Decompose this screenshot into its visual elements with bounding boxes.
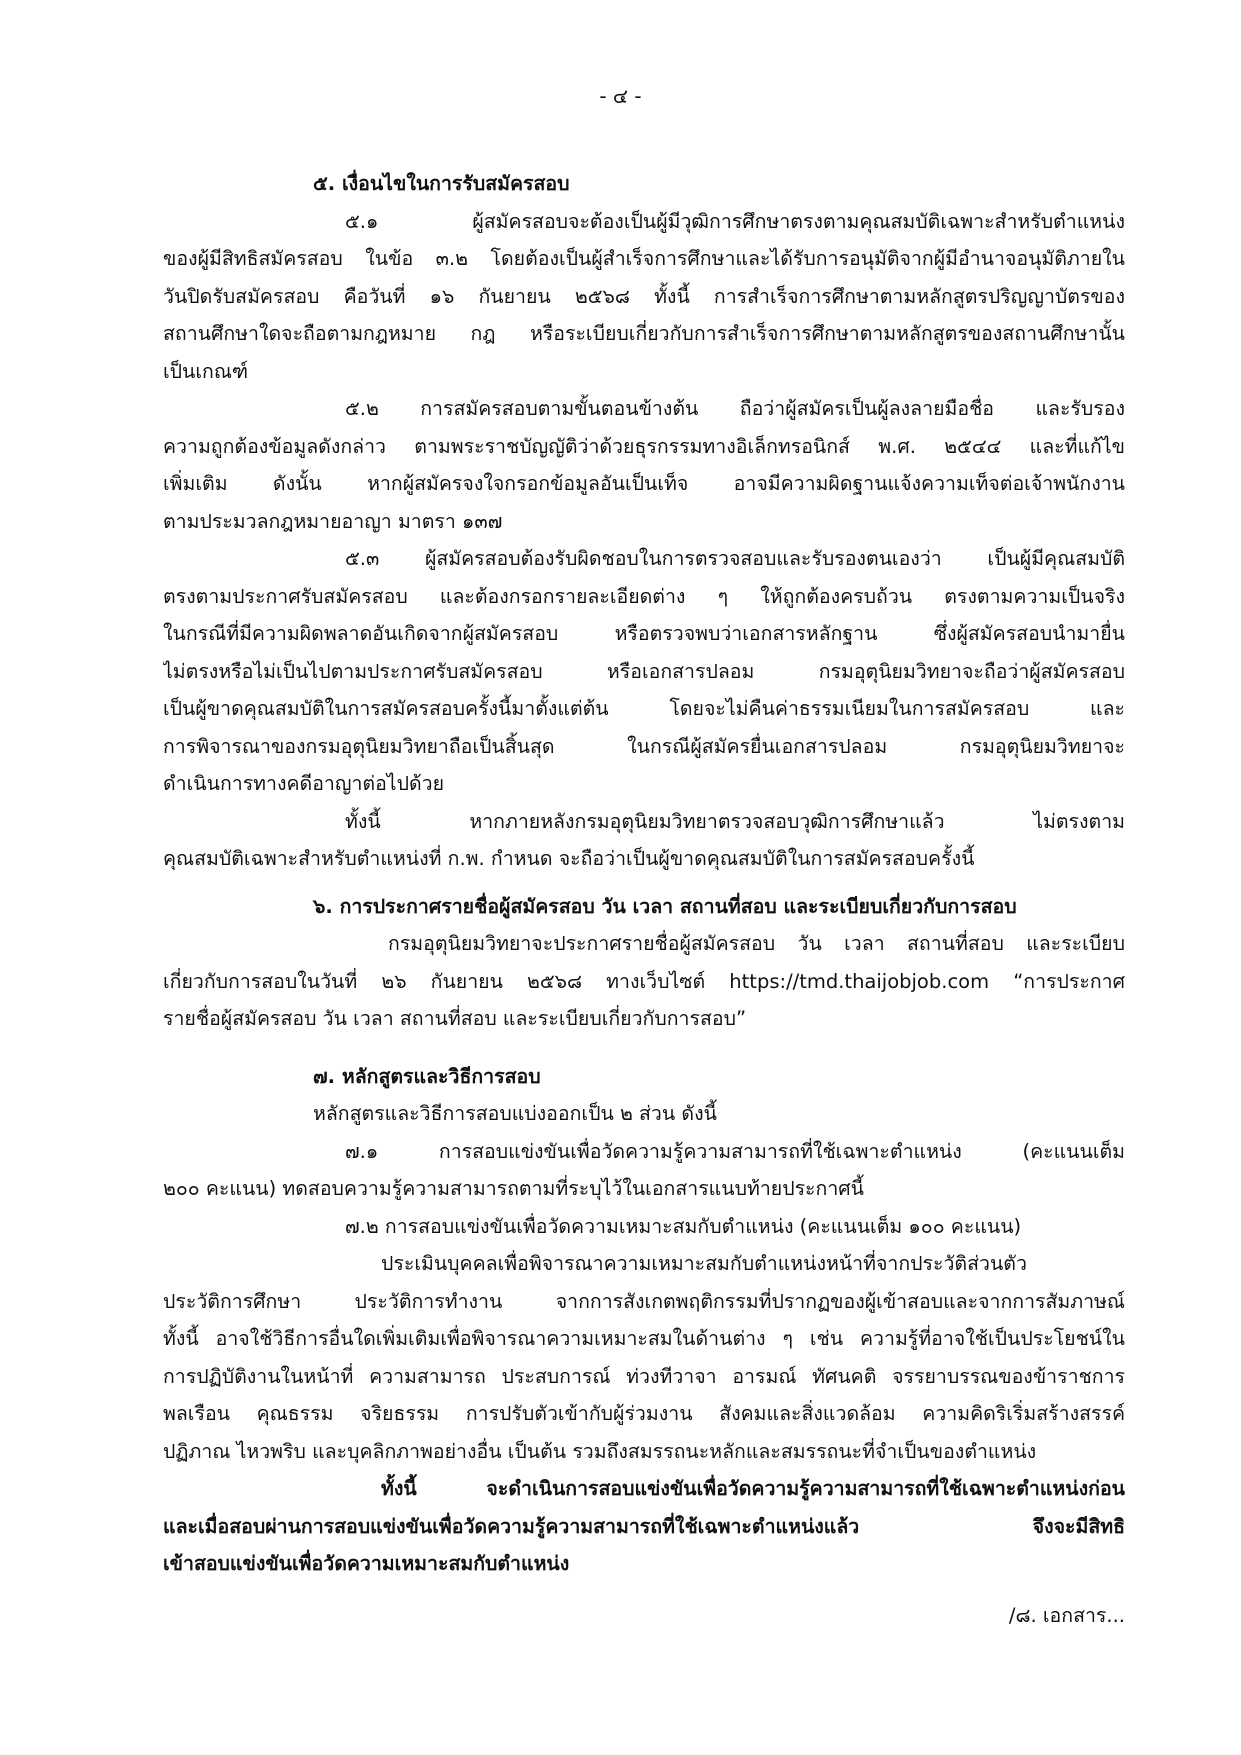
text-line: ดำเนินการทางคดีอาญาต่อไปด้วย: [163, 772, 445, 795]
section-5-heading: ๕. เงื่อนไขในการรับสมัครสอบ: [313, 172, 570, 195]
text-line: ปฏิภาณ ไหวพริบ และบุคลิกภาพอย่างอื่น เป็นต้น รวมถึงสมรรถนะหลักและสมรรถนะที่จำเป็นของตำแหน่ง: [163, 1439, 1037, 1463]
text-line: เข้าสอบแข่งขันเพื่อวัดความเหมาะสมกับตำแหน่ง: [163, 1552, 570, 1575]
text-line: ตามประมวลกฎหมายอาญา มาตรา ๑๓๗: [163, 509, 503, 533]
paragraph-7-1: [163, 1133, 1125, 1208]
text-line: กรมอุตุนิยมวิทยาจะประกาศรายชื่อผู้สมัครสอบ วัน เวลา สถานที่สอบ และระเบียบ: [388, 932, 1125, 955]
paragraph-6: [163, 925, 1125, 1038]
section-7: [163, 1058, 1125, 1583]
continuation-marker: /๘. เอกสาร...: [1008, 1604, 1125, 1627]
paragraph-7-2-detail: [163, 1245, 1125, 1470]
text-line: ตรงตามประกาศรับสมัครสอบ และต้องกรอกรายละเอียดต่าง ๆ ให้ถูกต้องครบถ้วน ตรงตามความเป็นจริง: [163, 584, 1125, 608]
text-line: ของผู้มีสิทธิสมัครสอบ ในข้อ ๓.๒ โดยต้องเป็นผู้สำเร็จการศึกษาและได้รับการอนุมัติจากผู้มีอำนาจอนุมัติภายใน: [163, 247, 1125, 270]
document-body: [163, 165, 1125, 1583]
text-line: พลเรือน คุณธรรม จริยธรรม การปรับตัวเข้ากับผู้ร่วมงาน สังคมและสิ่งแวดล้อม ความคิดริเริ่มสร้างสรรค์: [163, 1402, 1125, 1425]
text-line: เกี่ยวกับการสอบในวันที่ ๒๖ กันยายน ๒๕๖๘ ทางเว็บไซต์ https://tmd.thaijobjob.com “การประกาศ: [163, 969, 1125, 993]
text-line: และเมื่อสอบผ่านการสอบแข่งขันเพื่อวัดความรู้ความสามารถที่ใช้เฉพาะตำแหน่งแล้ว จึงจะมีสิทธิ: [163, 1514, 1125, 1538]
text-line: ๕.๑ ผู้สมัครสอบจะต้องเป็นผู้มีวุฒิการศึกษาตรงตามคุณสมบัติเฉพาะสำหรับตำแหน่ง: [345, 209, 1125, 233]
text-line: ประเมินบุคคลเพื่อพิจารณาความเหมาะสมกับตำแหน่งหน้าที่จากประวัติส่วนตัว: [381, 1252, 1027, 1275]
paragraph-5-2: [163, 390, 1125, 540]
text-line: ๒๐๐ คะแนน) ทดสอบความรู้ความสามารถตามที่ระบุไว้ในเอกสารแนบท้ายประกาศนี้: [163, 1177, 864, 1200]
section-7-heading: ๗. หลักสูตรและวิธีการสอบ: [313, 1064, 541, 1088]
text-line: รายชื่อผู้สมัครสอบ วัน เวลา สถานที่สอบ และระเบียบเกี่ยวกับการสอบ”: [163, 1007, 747, 1030]
text-line: ๕.๓ ผู้สมัครสอบต้องรับผิดชอบในการตรวจสอบและรับรองตนเองว่า เป็นผู้มีคุณสมบัติ: [345, 547, 1125, 570]
section-6-heading: ๖. การประกาศรายชื่อผู้สมัครสอบ วัน เวลา สถานที่สอบ และระเบียบเกี่ยวกับการสอบ: [313, 894, 1017, 918]
text-line: ในกรณีที่มีความผิดพลาดอันเกิดจากผู้สมัครสอบ หรือตรวจพบว่าเอกสารหลักฐาน ซึ่งผู้สมัครสอบนำมายื่น: [163, 622, 1125, 645]
page-number: - ๔ -: [599, 84, 642, 108]
section-5: [163, 165, 1125, 878]
paragraph-5-3: [163, 540, 1125, 803]
text-line: การพิจารณาของกรมอุตุนิยมวิทยาถือเป็นสิ้นสุด ในกรณีผู้สมัครยื่นเอกสารปลอม กรมอุตุนิยมวิทยาจะ: [163, 734, 1125, 758]
text-line: เป็นเกณฑ์: [163, 359, 249, 383]
text-line: ๕.๒ การสมัครสอบตามขั้นตอนข้างต้น ถือว่าผู้สมัครเป็นผู้ลงลายมือชื่อ และรับรอง: [345, 397, 1125, 420]
section-6: [163, 888, 1125, 1038]
text-line: ทั้งนี้ จะดำเนินการสอบแข่งขันเพื่อวัดความรู้ความสามารถที่ใช้เฉพาะตำแหน่งก่อน: [381, 1477, 1125, 1500]
section-7-intro: หลักสูตรและวิธีการสอบแบ่งออกเป็น ๒ ส่วน ดังนี้: [313, 1102, 717, 1125]
text-line: ๗.๑ การสอบแข่งขันเพื่อวัดความรู้ความสามารถที่ใช้เฉพาะตำแหน่ง (คะแนนเต็ม: [345, 1139, 1125, 1163]
paragraph-5-1: [163, 203, 1125, 391]
text-line: เพิ่มเติม ดังนั้น หากผู้สมัครจงใจกรอกข้อมูลอันเป็นเท็จ อาจมีความผิดฐานแจ้งความเท็จต่อเจ้าพนักงาน: [163, 472, 1125, 495]
paragraph-5-note: [163, 803, 1125, 878]
text-line: ทั้งนี้ อาจใช้วิธีการอื่นใดเพิ่มเติมเพื่อพิจารณาความเหมาะสมในด้านต่าง ๆ เช่น ความรู้ที่อาจใช้เป็นประโยชน์ใน: [163, 1327, 1125, 1350]
text-line: ทั้งนี้ หากภายหลังกรมอุตุนิยมวิทยาตรวจสอบวุฒิการศึกษาแล้ว ไม่ตรงตาม: [345, 809, 1125, 833]
text-line: ความถูกต้องข้อมูลดังกล่าว ตามพระราชบัญญัติว่าด้วยธุรกรรมทางอิเล็กทรอนิกส์ พ.ศ. ๒๕๔๔ และที่แก้ไข: [163, 434, 1125, 458]
text-line: วันปิดรับสมัครสอบ คือวันที่ ๑๖ กันยายน ๒๕๖๘ ทั้งนี้ การสำเร็จการศึกษาตามหลักสูตรปริญญาบัตรของ: [163, 284, 1125, 308]
text-line: คุณสมบัติเฉพาะสำหรับตำแหน่งที่ ก.พ. กำหนด จะถือว่าเป็นผู้ขาดคุณสมบัติในการสมัครสอบครั้งนี้: [163, 847, 975, 870]
text-line: เป็นผู้ขาดคุณสมบัติในการสมัครสอบครั้งนี้มาตั้งแต่ต้น โดยจะไม่คืนค่าธรรมเนียมในการสมัครสอบ และ: [163, 697, 1125, 720]
text-line: การปฏิบัติงานในหน้าที่ ความสามารถ ประสบการณ์ ท่วงทีวาจา อารมณ์ ทัศนคติ จรรยาบรรณของข้าราชการ: [163, 1364, 1125, 1388]
text-line: ไม่ตรงหรือไม่เป็นไปตามประกาศรับสมัครสอบ หรือเอกสารปลอม กรมอุตุนิยมวิทยาจะถือว่าผู้สมัครสอบ: [163, 659, 1125, 683]
text-line: สถานศึกษาใดจะถือตามกฎหมาย กฎ หรือระเบียบเกี่ยวกับการสำเร็จการศึกษาตามหลักสูตรของสถานศึกษานั้น: [163, 322, 1125, 345]
text-line: ประวัติการศึกษา ประวัติการทำงาน จากการสังเกตพฤติกรรมที่ปรากฏของผู้เข้าสอบและจากการสัมภาษณ์: [163, 1289, 1125, 1313]
paragraph-7-note: [163, 1470, 1125, 1583]
paragraph-7-2: ๗.๒ การสอบแข่งขันเพื่อวัดความเหมาะสมกับตำแหน่ง (คะแนนเต็ม ๑๐๐ คะแนน): [345, 1214, 1022, 1238]
